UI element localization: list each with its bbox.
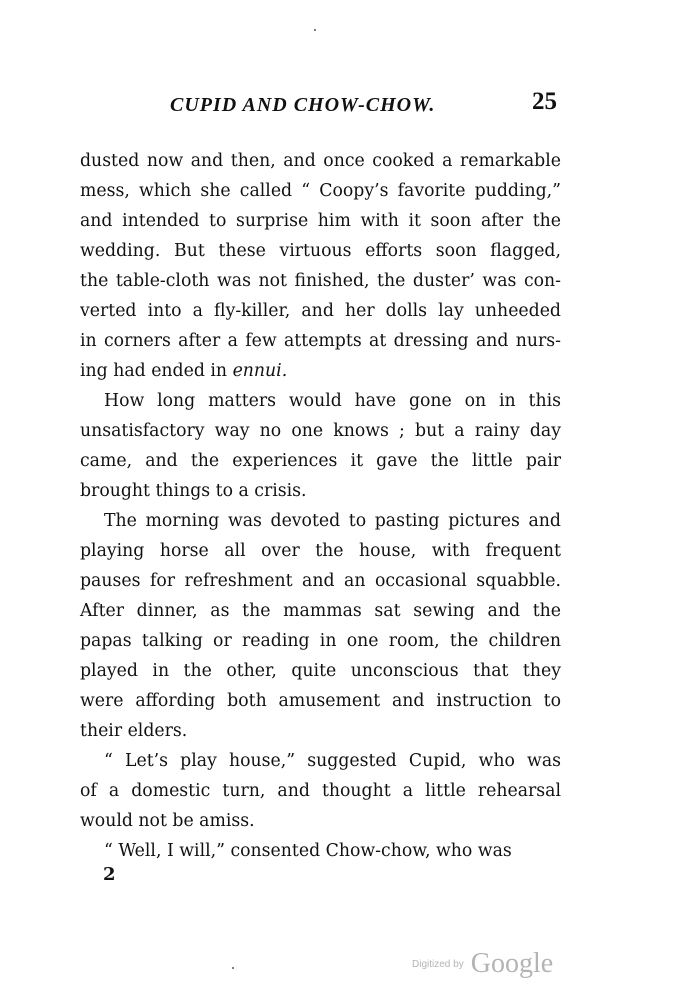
text-line [80,536,561,566]
line-text: papas talking or reading in one room, the children [80,631,561,651]
line-text: the table-cloth was not finished, the duster’ was con- [80,271,561,291]
text-line [80,746,561,776]
line-text: in corners after a few attempts at dressing and nurs- [80,331,561,351]
line-text: of a domestic turn, and thought a little rehearsal [80,781,561,801]
digitized-watermark [412,948,553,980]
text-line [80,356,561,386]
text-line [80,836,561,866]
text-line [80,176,561,206]
text-line [80,716,561,746]
watermark-brand: Google [470,948,554,979]
text-line [80,266,561,296]
signature-mark: 2 [103,864,116,885]
line-text: “ Well, I will,” consented Chow-chow, who was [104,841,512,861]
text-line [80,476,561,506]
text-line [80,446,561,476]
line-text: their elders. [80,721,188,741]
text-line [80,296,561,326]
text-line [80,206,561,236]
line-text: wedding. But these virtuous efforts soon flagged, [80,241,561,261]
watermark-prefix: Digitized by [412,958,464,970]
text-line [80,566,561,596]
text-line [80,656,561,686]
line-text: verted into a fly-killer, and her dolls lay unheeded [80,301,561,321]
line-text: ing had ended in [80,361,233,381]
line-text: How long matters would have gone on in this [104,391,561,411]
text-line [80,506,561,536]
text-line [80,326,561,356]
body-text [80,146,561,866]
text-line [80,386,561,416]
page-number: 25 [532,88,557,115]
line-text: unsatisfactory way no one knows ; but a rainy day [80,421,561,441]
line-text: pauses for refreshment and an occasional squabble. [80,571,561,591]
text-line [80,236,561,266]
line-text: mess, which she called “ Coopy’s favorite pudding,” [80,181,561,201]
line-text: and intended to surprise him with it soon after the [80,211,561,231]
text-line [80,776,561,806]
print-speck [232,967,234,969]
line-text: “ Let’s play house,” suggested Cupid, who was [104,751,561,771]
line-text: would not be amiss. [80,811,255,831]
line-text: The morning was devoted to pasting pictures and [104,511,561,531]
line-text: were affording both amusement and instruction to [80,691,561,711]
line-text: brought things to a crisis. [80,481,307,501]
line-text: played in the other, quite unconscious that they [80,661,561,681]
text-line [80,416,561,446]
text-line [80,626,561,656]
line-text: came, and the experiences it gave the little pair [80,451,561,471]
page-header [0,88,674,118]
text-line [80,806,561,836]
print-speck [314,29,316,31]
line-text: After dinner, as the mammas sat sewing and the [80,601,561,621]
text-line [80,686,561,716]
running-head: CUPID AND CHOW-CHOW. [170,94,436,116]
line-text: dusted now and then, and once cooked a remarkable [80,151,561,171]
line-text: playing horse all over the house, with frequent [80,541,561,561]
text-line [80,146,561,176]
text-line [80,596,561,626]
italic-word: ennui. [232,361,288,381]
